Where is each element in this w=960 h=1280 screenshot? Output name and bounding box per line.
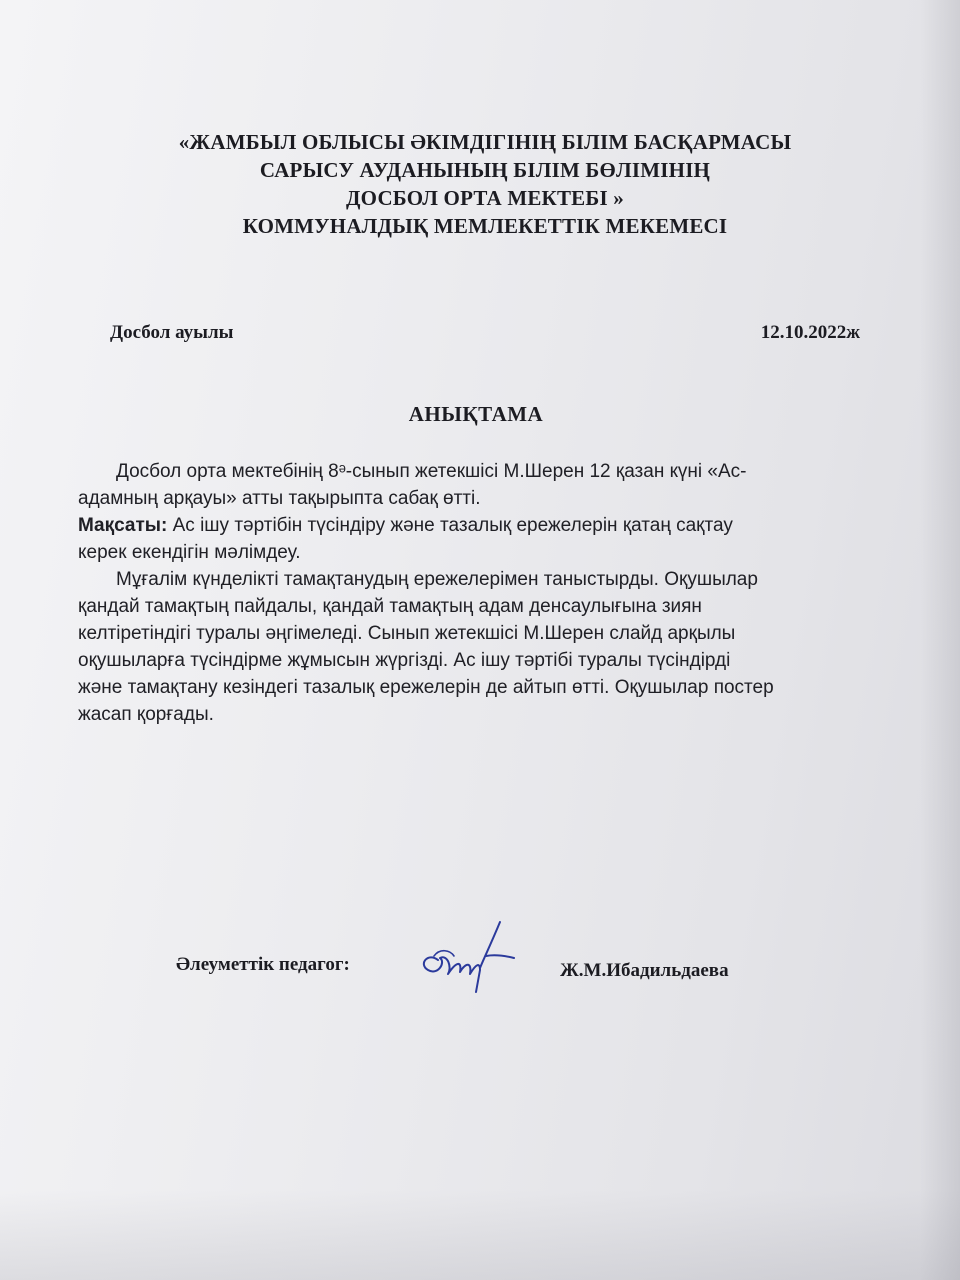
signer-role: Әлеуметтік педагог: [176, 954, 350, 975]
main-line: оқушыларға түсіндірме жұмысын жүргізді. Ас ішу тәртібі туралы түсіндірді [78, 650, 731, 671]
main-line: және тамақтану кезіндегі тазалық ережелерін де айтып өтті. Оқушылар постер [78, 677, 774, 698]
document-date: 12.10.2022ж [760, 322, 860, 343]
main-line: жасап қорғады. [78, 704, 214, 725]
document-title: АНЫҚТАМА [408, 402, 544, 426]
intro-line: адамның арқауы» атты тақырыпта сабақ өтті. [78, 488, 481, 509]
page-shadow-bottom [0, 1190, 960, 1280]
handwritten-signature [410, 918, 520, 998]
goal-paragraph [78, 512, 878, 566]
goal-line: Ас ішу тәртібін түсіндіру және тазалық ережелерін қатаң сақтау [167, 515, 733, 536]
page-shadow [920, 0, 960, 1280]
signer-name: Ж.М.Ибадильдаева [560, 960, 729, 981]
institution-header [110, 128, 860, 240]
header-line: КОММУНАЛДЫҚ МЕМЛЕКЕТТІК МЕКЕМЕСІ [242, 214, 728, 238]
goal-label: Мақсаты: [78, 515, 168, 536]
intro-line: Досбол орта мектебінің 8ᵊ-сынып жетекшісі М.Шерен 12 қазан күні «Ас- [116, 461, 747, 482]
signature-block [0, 950, 960, 1010]
place-name: Досбол ауылы [110, 322, 234, 343]
header-line: САРЫСУ АУДАНЫНЫҢ БІЛІМ БӨЛІМІНІҢ [259, 158, 711, 182]
header-line: ДОСБОЛ ОРТА МЕКТЕБІ » [346, 186, 624, 210]
document-body [78, 458, 878, 728]
main-paragraph [78, 566, 878, 728]
goal-line: керек екендігін мәлімдеу. [78, 542, 301, 563]
intro-paragraph [78, 458, 878, 512]
main-line: Мұғалім күнделікті тамақтанудың ережелерімен таныстырды. Оқушылар [116, 569, 758, 590]
header-line: «ЖАМБЫЛ ОБЛЫСЫ ӘКІМДІГІНІҢ БІЛІМ БАСҚАРМАСЫ [178, 130, 792, 154]
main-line: қандай тамақтың пайдалы, қандай тамақтың адам денсаулығына зиян [78, 596, 702, 617]
main-line: келтіретіндігі туралы әңгімеледі. Сынып жетекшісі М.Шерен слайд арқылы [78, 623, 736, 644]
